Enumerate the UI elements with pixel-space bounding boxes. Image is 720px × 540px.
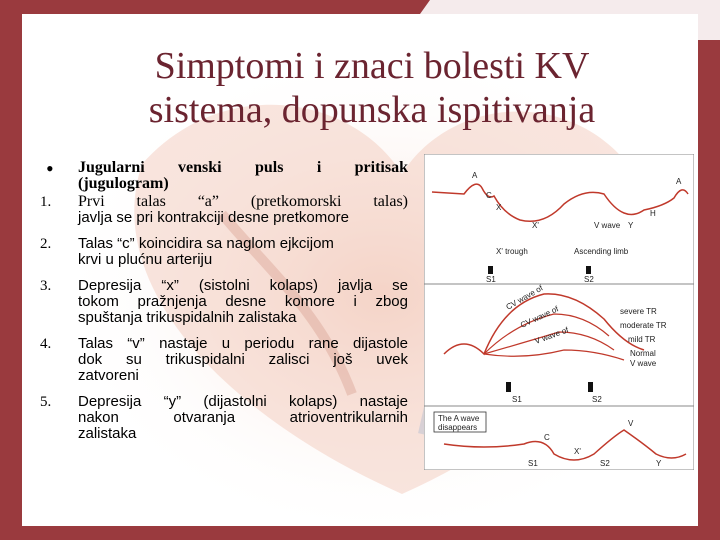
slide-title bbox=[62, 44, 682, 132]
s2-marker bbox=[586, 266, 591, 274]
label-h-wave: H bbox=[650, 209, 656, 218]
bullet-line: Depresija “x” (sistolni kolaps) javlja se bbox=[78, 277, 408, 294]
bullet-line: dok su trikuspidalni zalisci još uvek bbox=[78, 351, 408, 368]
label-x-prime: X' bbox=[532, 221, 539, 230]
label-v-wave: V wave bbox=[594, 221, 621, 230]
bullet-line: Prvi talas “a” (pretkomorski talas) bbox=[78, 193, 408, 210]
list-item bbox=[40, 236, 410, 278]
bullet-marker: 4. bbox=[40, 336, 52, 352]
list-item bbox=[40, 194, 410, 236]
slide-content-area bbox=[22, 14, 698, 526]
bullet-line: (jugulogram) bbox=[78, 175, 169, 192]
jugulogram-diagram bbox=[424, 154, 694, 470]
label-s2: S2 bbox=[584, 275, 594, 284]
label-disappears: disappears bbox=[438, 423, 478, 432]
label-s1: S1 bbox=[528, 459, 538, 468]
label-v-wave: V bbox=[628, 419, 634, 428]
label-ascending-limb: Ascending limb bbox=[574, 247, 629, 256]
label-a-wave-title: The A wave bbox=[438, 414, 480, 423]
label-y-descent: Y bbox=[656, 459, 662, 468]
bullet-marker: 2. bbox=[40, 236, 52, 252]
bullet-line: Talas “c” koincidira sa naglom ejkcijom bbox=[78, 235, 334, 252]
label-a-wave: A bbox=[472, 171, 478, 180]
bullet-line: spuštanja trikuspidalnih zalistaka bbox=[78, 309, 297, 326]
title-line-1: Simptomi i znaci bolesti KV bbox=[154, 45, 590, 87]
label-cv-severe: CV wave of bbox=[504, 283, 545, 312]
label-v-mild: V wave of bbox=[533, 325, 570, 346]
label-normal: Normal bbox=[630, 349, 656, 358]
bullet-marker: • bbox=[46, 156, 54, 181]
label-x-prime-trough: X' trough bbox=[496, 247, 528, 256]
label-a-wave-2: A bbox=[676, 177, 682, 186]
jugular-pulse-figure bbox=[424, 154, 694, 470]
title-line-2: sistema, dopunska ispitivanja bbox=[148, 89, 596, 131]
label-moderate-tr: moderate TR bbox=[620, 321, 667, 330]
bullet-line: krvi u plućnu arteriju bbox=[78, 251, 213, 268]
label-s2: S2 bbox=[600, 459, 610, 468]
list-item bbox=[40, 394, 410, 450]
label-y-descent: Y bbox=[628, 221, 634, 230]
bullet-line: Jugularni venski puls i pritisak bbox=[78, 159, 408, 176]
s1-marker bbox=[488, 266, 493, 274]
list-item bbox=[40, 278, 410, 336]
bullet-list bbox=[40, 156, 410, 450]
bullet-line: tokom pražnjenja desne komore i zbog bbox=[78, 293, 408, 310]
label-x-prime: X' bbox=[574, 447, 581, 456]
label-s1: S1 bbox=[512, 395, 522, 404]
bullet-line: javlja se pri kontrakciji desne pretkomore bbox=[78, 209, 349, 226]
s2-marker bbox=[588, 382, 593, 392]
bullet-line: nakon otvaranja atrioventrikularnih bbox=[78, 409, 408, 426]
label-s2: S2 bbox=[592, 395, 602, 404]
s1-marker bbox=[506, 382, 511, 392]
label-s1: S1 bbox=[486, 275, 496, 284]
bullet-line: Depresija “y” (dijastolni kolaps) nastaje bbox=[78, 393, 408, 410]
list-item bbox=[40, 156, 410, 194]
bullet-marker: 5. bbox=[40, 394, 52, 410]
label-cv-moderate: CV wave of bbox=[519, 304, 560, 330]
list-item bbox=[40, 336, 410, 394]
label-mild-tr: mild TR bbox=[628, 335, 656, 344]
bullet-marker: 3. bbox=[40, 278, 52, 294]
bullet-line: zatvoreni bbox=[78, 367, 139, 384]
label-c-wave: C bbox=[544, 433, 550, 442]
label-v-wave-normal: V wave bbox=[630, 359, 657, 368]
label-severe-tr: severe TR bbox=[620, 307, 657, 316]
bullet-line: Talas “v” nastaje u periodu rane dijastole bbox=[78, 335, 408, 352]
bullet-line: zalistaka bbox=[78, 425, 137, 442]
label-c-wave: C bbox=[486, 191, 492, 200]
bullet-marker: 1. bbox=[40, 194, 52, 210]
label-x-descent: X bbox=[496, 203, 502, 212]
